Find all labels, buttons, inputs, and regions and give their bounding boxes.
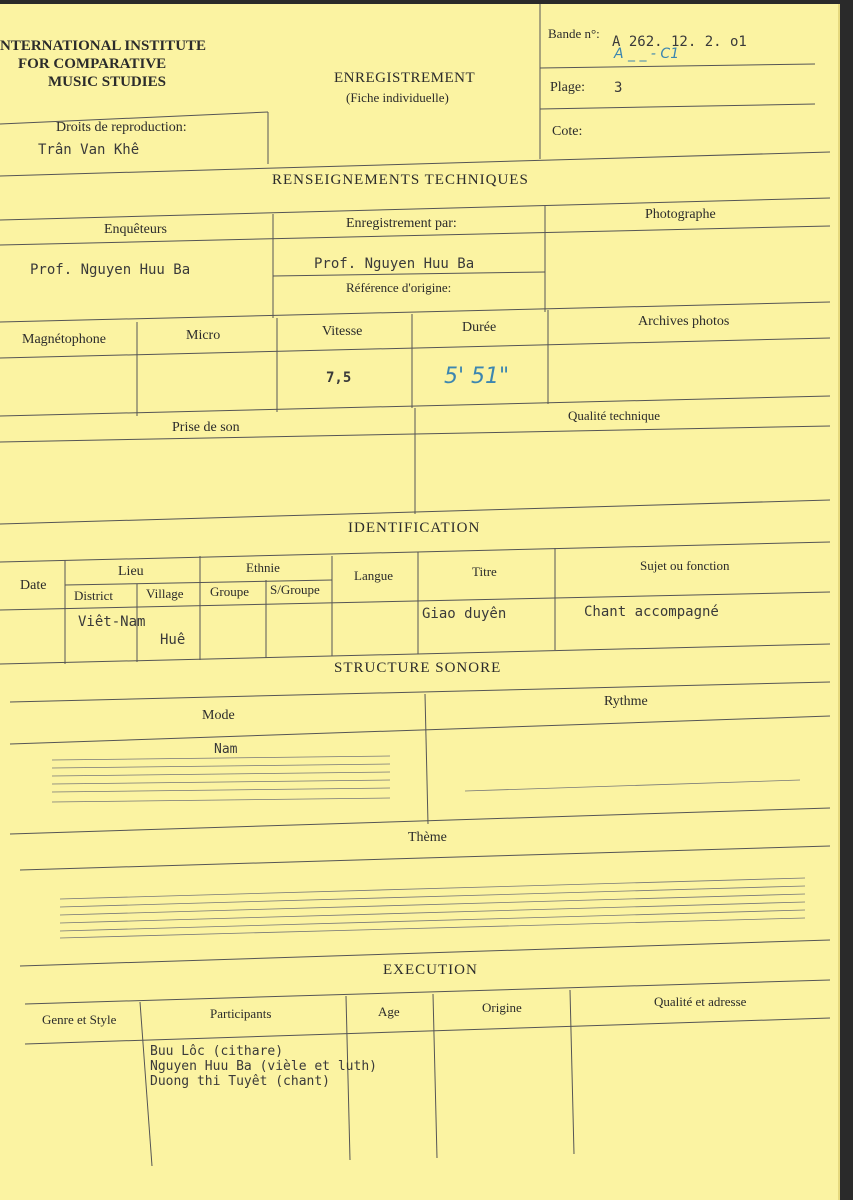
participant-1: Buu Lôc (cithare) <box>150 1044 284 1059</box>
district-label: District <box>74 588 113 603</box>
section-execution-title: EXECUTION <box>383 962 478 978</box>
photographe-label: Photographe <box>645 207 716 222</box>
village-value: Huê <box>160 632 186 648</box>
enregistrement-label: Enregistrement par: <box>346 216 457 231</box>
age-label: Age <box>378 1004 400 1019</box>
bande-value: A 262. 12. 2. o1 <box>612 34 747 50</box>
origine-label: Origine <box>482 1000 522 1015</box>
archives-label: Archives photos <box>638 314 730 329</box>
plage-value: 3 <box>614 80 623 96</box>
enqueteurs-label: Enquêteurs <box>104 222 167 237</box>
mode-label: Mode <box>202 708 235 723</box>
ethnie-label: Ethnie <box>246 560 280 575</box>
bande-handwritten: A _ _ - C1 <box>614 46 680 62</box>
duree-value: 5' 51" <box>444 364 510 389</box>
genre-label: Genre et Style <box>42 1012 117 1027</box>
cote-label: Cote: <box>552 124 583 139</box>
droits-label: Droits de reproduction: <box>56 120 187 135</box>
langue-label: Langue <box>354 568 393 583</box>
lieu-label: Lieu <box>118 564 144 579</box>
participant-2: Nguyen Huu Ba (vièle et luth) <box>150 1059 377 1074</box>
enregistrement-value: Prof. Nguyen Huu Ba <box>314 256 475 272</box>
district-value: Viêt-Nam <box>78 614 146 630</box>
plage-label: Plage: <box>550 80 585 95</box>
mode-value: Nam <box>214 742 238 757</box>
enqueteurs-value: Prof. Nguyen Huu Ba <box>30 262 191 278</box>
participant-3: Duong thi Tuyêt (chant) <box>150 1074 331 1089</box>
form-subtitle: (Fiche individuelle) <box>346 90 449 105</box>
section-identification-title: IDENTIFICATION <box>348 520 481 536</box>
vitesse-label: Vitesse <box>322 324 363 339</box>
groupe-label: Groupe <box>210 584 249 599</box>
sujet-label: Sujet ou fonction <box>640 558 730 573</box>
qualite-adresse-label: Qualité et adresse <box>654 994 747 1009</box>
date-label: Date <box>20 578 47 593</box>
participants-label: Participants <box>210 1006 272 1021</box>
institute-line-2: FOR COMPARATIVE <box>18 56 167 72</box>
micro-label: Micro <box>186 328 221 343</box>
theme-label: Thème <box>408 830 447 845</box>
vitesse-value: 7,5 <box>326 370 352 386</box>
institute-line-1: NTERNATIONAL INSTITUTE <box>0 38 207 54</box>
index-card <box>0 4 840 1200</box>
titre-value: Giao duyên <box>422 606 507 622</box>
reference-label: Référence d'origine: <box>346 280 452 295</box>
village-label: Village <box>146 586 184 601</box>
sgroupe-label: S/Groupe <box>270 582 320 597</box>
institute-line-3: MUSIC STUDIES <box>48 74 166 90</box>
section-technical-title: RENSEIGNEMENTS TECHNIQUES <box>272 172 529 188</box>
titre-label: Titre <box>472 564 497 579</box>
duree-label: Durée <box>462 320 497 335</box>
section-structure-title: STRUCTURE SONORE <box>334 660 502 676</box>
droits-value: Trân Van Khê <box>38 142 140 158</box>
form-title: ENREGISTREMENT <box>334 70 476 86</box>
magnetophone-label: Magnétophone <box>22 332 106 347</box>
qualite-technique-label: Qualité technique <box>568 408 661 423</box>
rythme-label: Rythme <box>604 694 648 709</box>
prise-label: Prise de son <box>172 420 240 435</box>
bande-label: Bande n°: <box>548 26 600 41</box>
sujet-value: Chant accompagné <box>584 604 719 620</box>
